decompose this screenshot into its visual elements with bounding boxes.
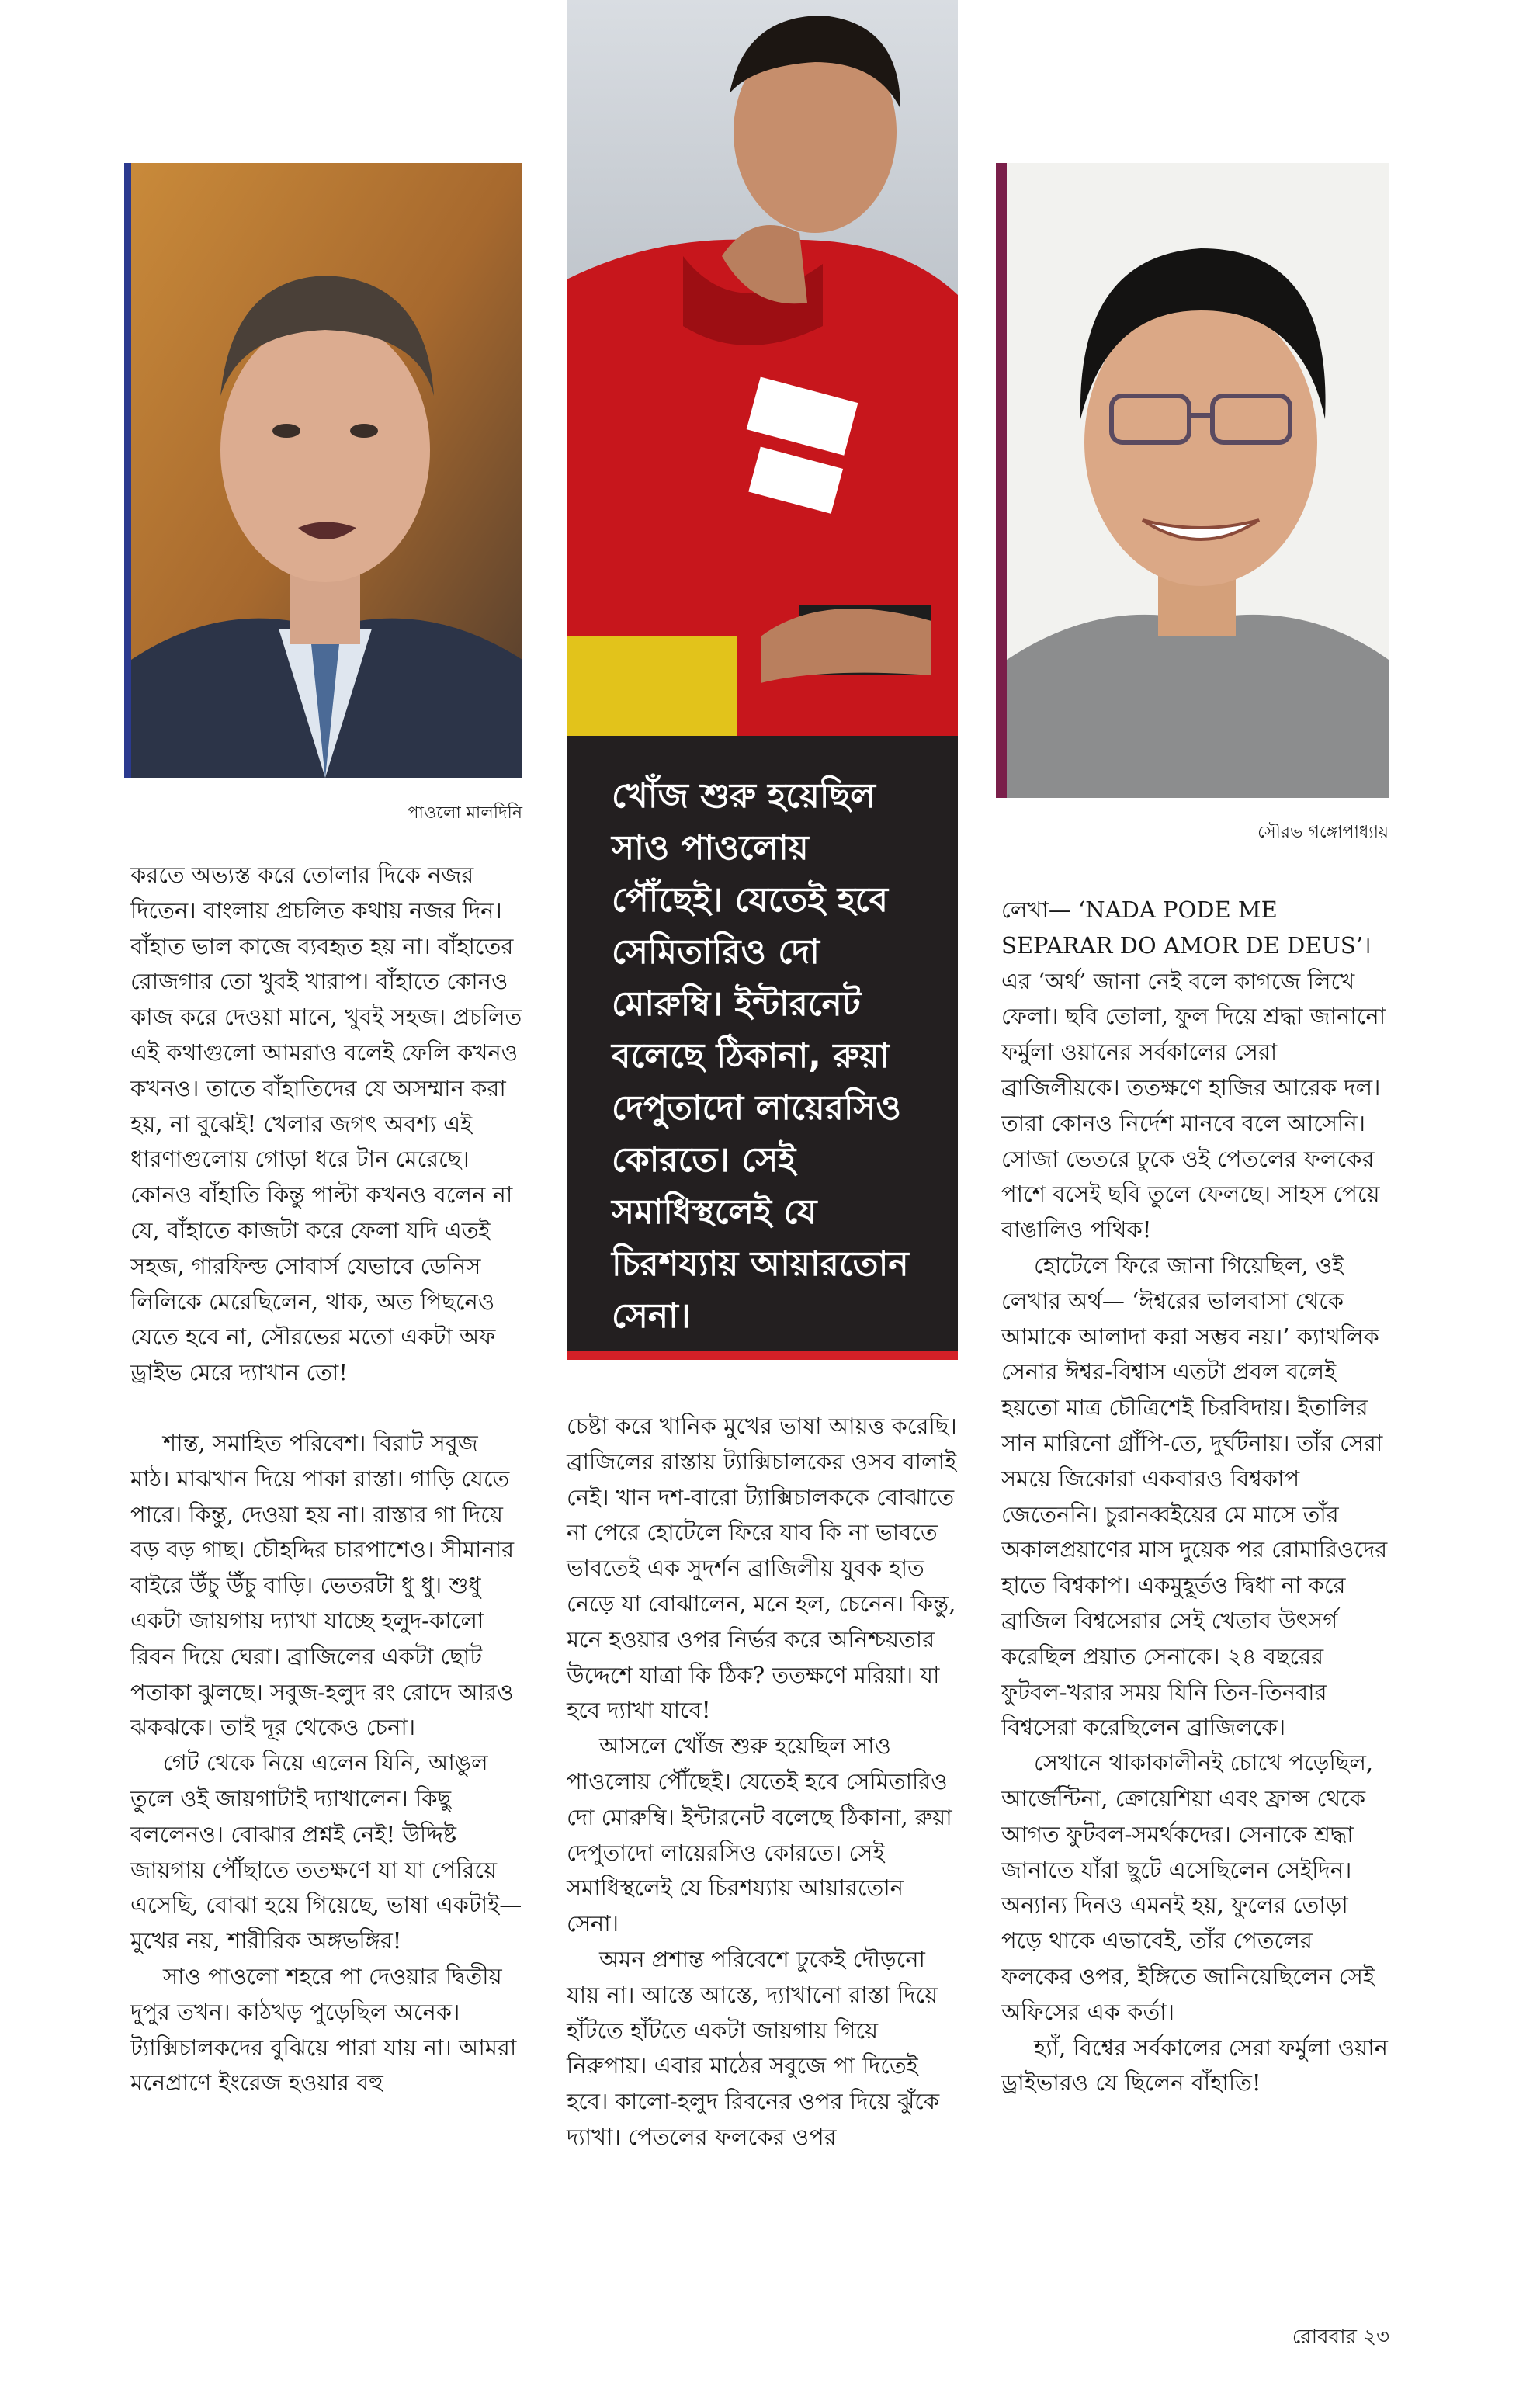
page-footer: রোববার ২৩ <box>1292 2325 1389 2349</box>
article-column-right <box>1001 893 1389 2101</box>
article-column-left <box>130 858 522 2101</box>
paragraph: অমন প্রশান্ত পরিবেশে ঢুকেই দৌড়নো যায় না। আস্তে আস্তে, দ্যাখানো রাস্তা দিয়ে হাঁটতে হাঁটতে একটা জায়গায় গিয়ে নিরুপায়। এবার মাঠের সবুজে পা দিতেই হবে। কালো-হলুদ রিবনের ওপর দিয়ে ঝুঁকে দ্যাখা। পেতলের ফলকের ওপর <box>567 1945 940 2150</box>
paragraph: শান্ত, সমাহিত পরিবেশ। বিরাট সবুজ মাঠ। মাঝখান দিয়ে পাকা রাস্তা। গাড়ি যেতে পারে। কিন্তু, দেওয়া হয় না। রাস্তার গা দিয়ে বড় বড় গাছ। চৌহদ্দির চারপাশেও। সীমানার বাইরে উঁচু উঁচু বাড়ি। ভেতরটা ধু ধু। শুধু একটা জায়গায় দ্যাখা যাচ্ছে হলুদ-কালো রিবন দিয়ে ঘেরা। ব্রাজিলের একটা ছোট পতাকা ঝুলছে। সবুজ-হলুদ রং রোদে আরও ঝকঝকে। তাই দূর থেকেও চেনা। <box>130 1429 515 1741</box>
pull-quote-text: খোঁজ শুরু হয়েছিল সাও পাওলোয় পৌঁছেই। যেতেই হবে সেমিতারিও দো মোরুম্বি। ইন্টারনেট বলেছে ঠিকানা, রুয়া দেপুতাদো লায়েরসিও কোরতে। সেই সমাধিস্থলেই যে চিরশয্যায় আয়ারতোন সেনা। <box>612 776 909 1336</box>
portrait-photo-senna <box>567 0 958 736</box>
paragraph: লেখা— ‘NADA PODE ME SEPARAR DO AMOR DE DEUS’। এর ‘অর্থ’ জানা নেই বলে কাগজে লিখে ফেলা। ছবি তোলা, ফুল দিয়ে শ্রদ্ধা জানানো ফর্মুলা ওয়ানের সর্বকালের সেরা ব্রাজিলীয়কে। ততক্ষণে হাজির আরেক দল। তারা কোনও নির্দেশ মানবে বলে আসেনি। সোজা ভেতরে ঢুকে ওই পেতলের ফলকের পাশে বসেই ছবি তুলে ফেলছে। সাহস পেয়ে বাঙালিও পথিক! <box>1001 897 1386 1243</box>
portrait-photo-ganguly <box>1007 163 1389 798</box>
article-column-middle <box>567 1409 958 2155</box>
pull-quote <box>567 736 958 1351</box>
left-photo-accent-bar <box>124 163 131 778</box>
caption-right: সৌরভ গঙ্গোপাধ্যায় <box>1257 823 1389 842</box>
paragraph: করতে অভ্যস্ত করে তোলার দিকে নজর দিতেন। বাংলায় প্রচলিত কথায় নজর দিন। বাঁহাত ভাল কাজে ব্যবহৃত হয় না। বাঁহাতের রোজগার তো খুবই খারাপ। বাঁহাতে কোনও কাজ করে দেওয়া মানে, খুবই সহজ। প্রচলিত এই কথাগুলো আমরাও বলেই ফেলি কখনও কখনও। তাতে বাঁহাতিদের যে অসম্মান করা হয়, না বুঝেই! খেলার জগৎ অবশ্য এই ধারণাগুলোয় গোড়া ধরে টান মেরেছে। কোনও বাঁহাতি কিন্তু পাল্টা কখনও বলেন না যে, বাঁহাতে কাজটা করে ফেলা যদি এতই সহজ, গারফিল্ড সোবার্স যেভাবে ডেনিস লিলিকে মেরেছিলেন, থাক, অত পিছনেও যেতে হবে না, সৌরভের মতো একটা অফ ড্রাইভ মেরে দ্যাখান তো! <box>130 862 522 1386</box>
pull-quote-red-rule <box>567 1351 958 1360</box>
paragraph: গেট থেকে নিয়ে এলেন যিনি, আঙুল তুলে ওই জায়গাটাই দ্যাখালেন। কিছু বললেনও। বোঝার প্রশ্নই নেই! উদ্দিষ্ট জায়গায় পৌঁছাতে ততক্ষণে যা যা পেরিয়ে এসেছি, বোঝা হয়ে গিয়েছে, ভাষা একটাই— মুখের নয়, শারীরিক অঙ্গভঙ্গির! <box>130 1750 522 1954</box>
paragraph: চেষ্টা করে খানিক মুখের ভাষা আয়ত্ত করেছি। ব্রাজিলের রাস্তায় ট্যাক্সিচালকের ওসব বালাই নেই। খান দশ-বারো ট্যাক্সিচালককে বোঝাতে না পেরে হোটেলে ফিরে যাব কি না ভাবতে ভাবতেই এক সুদর্শন ব্রাজিলীয় যুবক হাত নেড়ে যা বোঝালেন, মনে হল, চেনেন। কিন্তু, মনে হওয়ার ওপর নির্ভর করে অনিশ্চয়তার উদ্দেশে যাত্রা কি ঠিক? ততক্ষণে মরিয়া। যা হবে দ্যাখা যাবে! <box>567 1413 957 1724</box>
paragraph: হ্যাঁ, বিশ্বের সর্বকালের সেরা ফর্মুলা ওয়ান ড্রাইভারও যে ছিলেন বাঁহাতি! <box>1001 2034 1388 2096</box>
paragraph: সেখানে থাকাকালীনই চোখে পড়েছিল, আর্জেন্টিনা, ক্রোয়েশিয়া এবং ফ্রান্স থেকে আগত ফুটবল-সমর্থকদের। সেনাকে শ্রদ্ধা জানাতে যাঁরা ছুটে এসেছিলেন সেইদিন। অন্যান্য দিনও এমনই হয়, ফুলের তোড়া পড়ে থাকে এভাবেই, তাঁর পেতলের ফলকের ওপর, ইঙ্গিতে জানিয়েছিলেন সেই অফিসের এক কর্তা। <box>1001 1750 1375 2025</box>
paragraph: আসলে খোঁজ শুরু হয়েছিল সাও পাওলোয় পৌঁছেই। যেতেই হবে সেমিতারিও দো মোরুম্বি। ইন্টারনেট বলেছে ঠিকানা, রুয়া দেপুতাদো লায়েরসিও কোরতে। সেই সমাধিস্থলেই যে চিরশয্যায় আয়ারতোন সেনা। <box>567 1732 952 1937</box>
caption-left: পাওলো মালদিনি <box>407 803 522 823</box>
portrait-photo-maldini <box>131 163 522 778</box>
right-photo-accent-bar <box>996 163 1007 798</box>
paragraph: হোটেলে ফিরে জানা গিয়েছিল, ওই লেখার অর্থ— ‘ঈশ্বরের ভালবাসা থেকে আমাকে আলাদা করা সম্ভব নয়।’ ক্যাথলিক সেনার ঈশ্বর-বিশ্বাস এতটা প্রবল বলেই হয়তো মাত্র চৌত্রিশেই চিরবিদায়। ইতালির সান মারিনো গ্রাঁপি-তে, দুর্ঘটনায়। তাঁর সেরা সময়ে জিকোরা একবারও বিশ্বকাপ জেতেননি। চুরানব্বইয়ের মে মাসে তাঁর অকালপ্রয়াণের মাস দুয়েক পর রোমারিওদের হাতে বিশ্বকাপ। একমুহূর্তও দ্বিধা না করে ব্রাজিল বিশ্বসেরার সেই খেতাব উৎসর্গ করেছিল প্রয়াত সেনাকে। ২৪ বছরের ফুটবল-খরার সময় যিনি তিন-তিনবার বিশ্বসেরা করেছিলেন ব্রাজিলকে। <box>1001 1251 1388 1741</box>
paragraph: সাও পাওলো শহরে পা দেওয়ার দ্বিতীয় দুপুর তখন। কাঠখড় পুড়েছিল অনেক। ট্যাক্সিচালকদের বুঝিয়ে পারা যায় না। আমরা মনেপ্রাণে ইংরেজ হওয়ার বহু <box>130 1962 517 2096</box>
